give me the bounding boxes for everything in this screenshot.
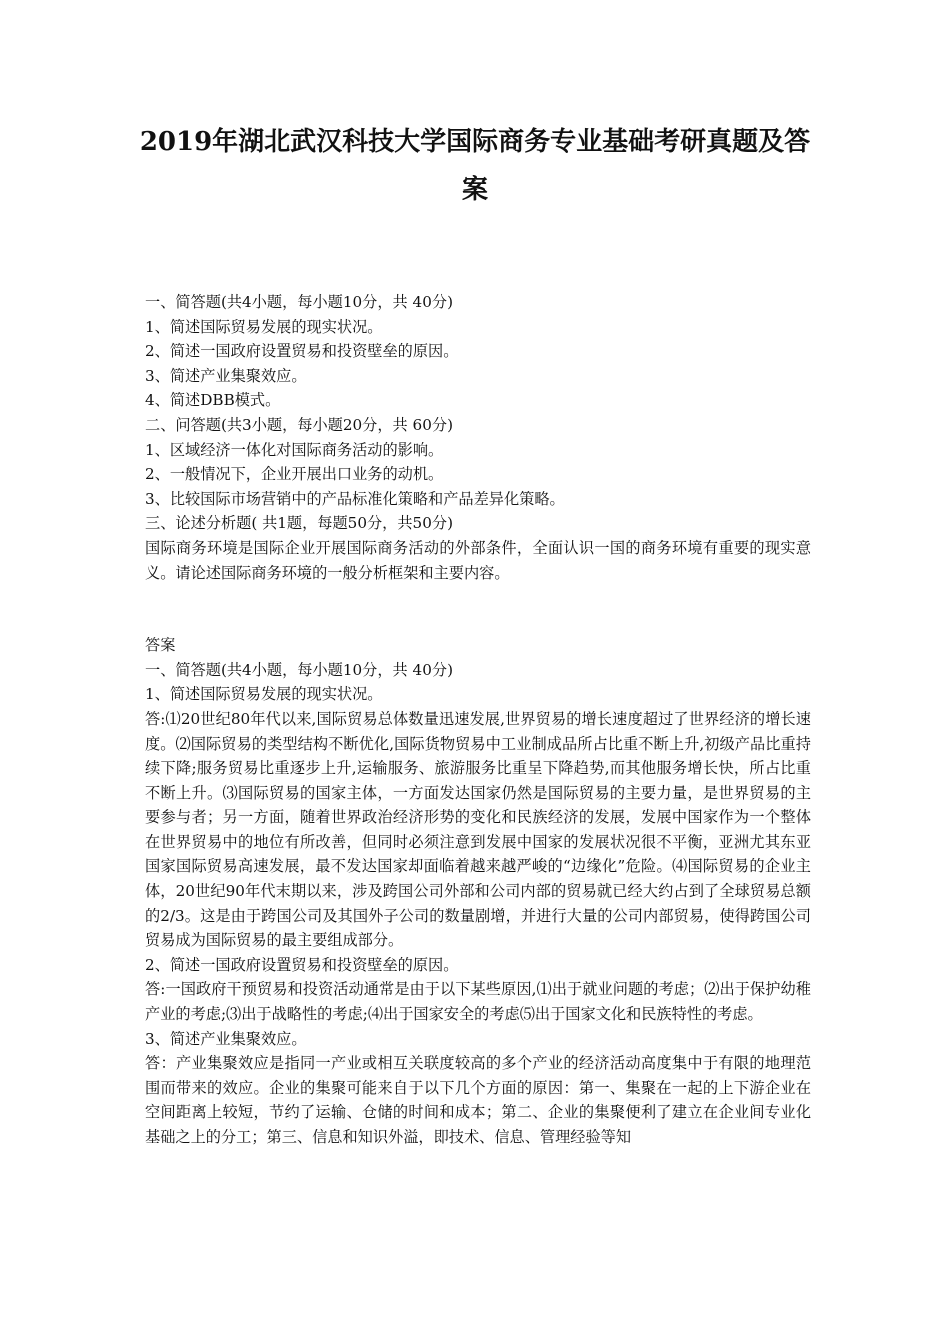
answers-section1-heading: 一、简答题(共4小题，每小题10分，共 40分) — [145, 660, 453, 679]
questions-section1-item: 3、简述产业集聚效应。 — [145, 366, 307, 385]
section-gap — [145, 585, 811, 633]
title-line-2: 案 — [461, 175, 488, 205]
document-title — [100, 118, 850, 214]
answer-text-2: 答:一国政府干预贸易和投资活动通常是由于以下某些原因,⑴出于就业问题的考虑；⑵出于保护幼稚产业的考虑;⑶出于战略性的考虑;⑷出于国家安全的考虑⑸出于国家文化和民族特性的考虑。 — [145, 980, 811, 1024]
answer-question-2: 2、简述一国政府设置贸易和投资壁垒的原因。 — [145, 955, 459, 974]
questions-section3-heading: 三、论述分析题( 共1题，每题50分，共50分) — [145, 514, 453, 533]
answer-question-1: 1、简述国际贸易发展的现实状况。 — [145, 685, 383, 704]
questions-section1-heading: 一、简答题(共4小题，每小题10分，共 40分) — [145, 293, 453, 311]
answers-label: 答案 — [145, 636, 176, 655]
answer-question-3: 3、简述产业集聚效应。 — [145, 1029, 307, 1048]
title-line-1: 2019年湖北武汉科技大学国际商务专业基础考研真题及答 — [139, 127, 811, 157]
questions-section1-item: 1、简述国际贸易发展的现实状况。 — [145, 317, 383, 336]
questions-section2-heading: 二、问答题(共3小题，每小题20分，共 60分) — [145, 415, 453, 434]
document-body — [145, 290, 811, 1150]
answer-text-1: 答:⑴20世纪80年代以来,国际贸易总体数量迅速发展,世界贸易的增长速度超过了世界经济的增长速度。⑵国际贸易的类型结构不断优化,国际货物贸易中工业制成品所占比重不断上升,初级产品比重持续下降;服务贸易比重逐步上升,运输服务、旅游服务比重呈下降趋势,而其他服务增长快，所占比重不断上升。⑶国际贸易的国家主体，一方面发达国家仍然是国际贸易的主要力量，是世界贸易的主要参与者；另一方面，随着世界政治经济形势的变化和民族经济的发展，发展中国家作为一个整体在世界贸易中的地位有所改善，但同时必须注意到发展中国家的发展状况很不平衡，亚洲尤其东亚国家国际贸易高速发展，最不发达国家却面临着越来越严峻的“边缘化”危险。⑷国际贸易的企业主体，20世纪90年代末期以来，涉及跨国公司外部和公司内部的贸易就已经大约占到了全球贸易总额的2/3。这是由于跨国公司及其国外子公司的数量剧增，并进行大量的公司内部贸易，使得跨国公司贸易成为国际贸易的最主要组成部分。 — [145, 709, 811, 950]
answer-text-3: 答：产业集聚效应是指同一产业或相互关联度较高的多个产业的经济活动高度集中于有限的地理范围而带来的效应。企业的集聚可能来自于以下几个方面的原因：第一、集聚在一起的上下游企业在空间距离上较短，节约了运输、仓储的时间和成本；第二、企业的集聚便利了建立在企业间专业化基础之上的分工；第三、信息和知识外溢，即技术、信息、管理经验等知 — [145, 1054, 811, 1146]
questions-section1-item: 4、简述DBB模式。 — [145, 391, 281, 410]
questions-section2-item: 2、一般情况下，企业开展出口业务的动机。 — [145, 465, 444, 484]
questions-section2-item: 1、区域经济一体化对国际商务活动的影响。 — [145, 440, 444, 459]
questions-section2-item: 3、比较国际市场营销中的产品标准化策略和产品差异化策略。 — [145, 489, 565, 508]
questions-section3-text: 国际商务环境是国际企业开展国际商务活动的外部条件，全面认识一国的商务环境有重要的现实意义。请论述国际商务环境的一般分析框架和主要内容。 — [145, 538, 811, 582]
questions-section1-item: 2、简述一国政府设置贸易和投资壁垒的原因。 — [145, 342, 459, 361]
